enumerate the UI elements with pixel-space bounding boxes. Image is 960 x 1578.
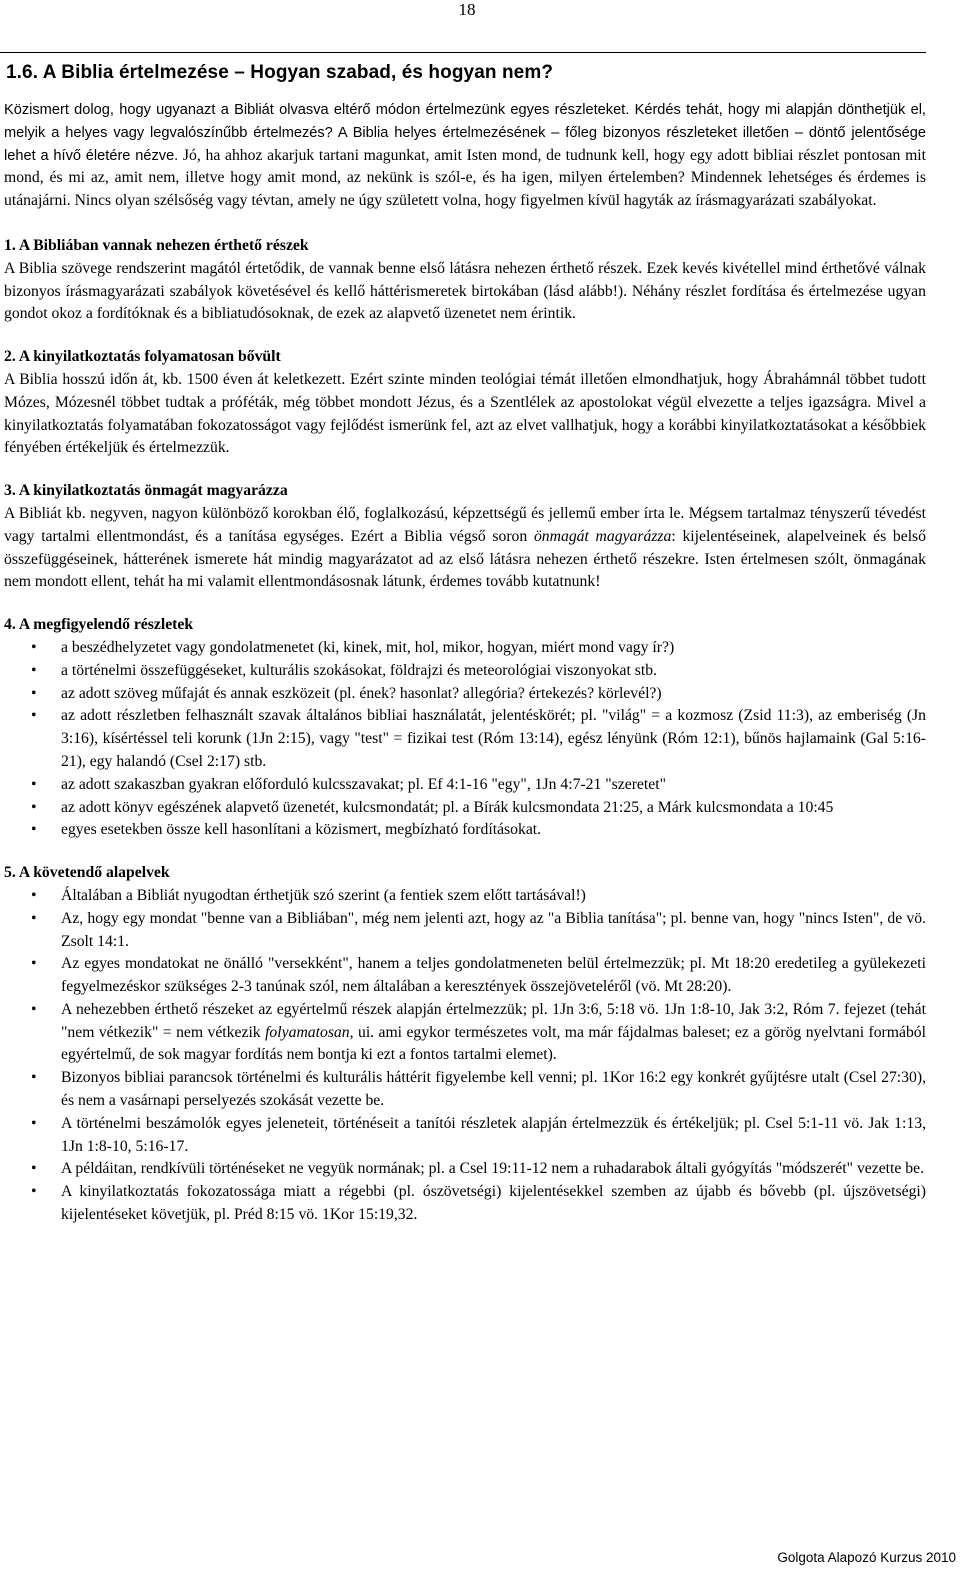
page-title: 1.6. A Biblia értelmezése – Hogyan szabad, és hogyan nem?	[6, 62, 554, 83]
list-item	[4, 999, 926, 1067]
intro-text-serif: Jó, ha ahhoz akarjuk tartani magunkat, amit Isten mond, de tudnunk kell, hogy egy adott bibliai részlet pontosan mit mond, és mi az, amit nem, illetve hogy amit mond, az nekünk is szól-e, és ha igen, milyen értelemben? Mindennek lehetséges és érdemes is utánajárni. Nincs olyan szélsőség vagy tévtan, amely ne úgy született volna, hogy figyelmen kívül hagyták az írásmagyarázati szabályokat.	[4, 146, 926, 210]
document-body	[4, 99, 926, 1247]
title-divider	[0, 52, 926, 53]
section-3	[4, 480, 926, 594]
section-4	[4, 614, 926, 842]
list-item: • a történelmi összefüggéseket, kulturális szokásokat, földrajzi és meteorológiai viszonyokat stb.	[4, 660, 926, 683]
emphasized-word: folyamatosan	[265, 1023, 350, 1041]
section-heading: 4. A megfigyelendő részletek	[4, 616, 194, 634]
page-number: 18	[458, 0, 476, 19]
section-heading: 1. A Bibliában vannak nehezen érthető részek	[4, 236, 309, 254]
list-item: • az adott könyv egészének alapvető üzenetét, kulcsmondatát; pl. a Bírák kulcsmondata 21:25, a Márk kulcsmondata a 10:45	[4, 797, 926, 820]
section-5	[4, 862, 926, 1227]
bullet-list	[4, 885, 926, 1227]
list-item: • Az, hogy egy mondat "benne van a Bibliában", még nem jelenti azt, hogy az "a Biblia tanítása"; pl. benne van, hogy "nincs Isten", de vö. Zsolt 14:1.	[4, 908, 926, 954]
bullet-list	[4, 637, 926, 842]
list-item-text: , ui. ami egykor természetes volt, ma már fájdalmas baleset; ez a görög nyelvtani formából egyértelmű, de sok magyar fordítás nem bontja ki ezt a fontos tartalmi elemet).	[61, 1023, 926, 1064]
section-2	[4, 346, 926, 460]
list-item: • a beszédhelyzetet vagy gondolatmenetet (ki, kinek, mit, hol, mikor, hogyan, miért mond vagy ír?)	[4, 637, 926, 660]
list-item: • az adott szöveg műfaját és annak eszközeit (pl. ének? hasonlat? allegória? értekezés? körlevél?)	[4, 683, 926, 706]
section-heading: 5. A követendő alapelvek	[4, 864, 170, 882]
list-item: • Általában a Bibliát nyugodtan érthetjük szó szerint (a fentiek szem előtt tartásával!)	[4, 885, 926, 908]
list-item: • egyes esetekben össze kell hasonlítani a közismert, megbízható fordításokat.	[4, 819, 926, 842]
section-text: A Biblia hosszú időn át, kb. 1500 éven át keletkezett. Ezért szinte minden teológiai témát illetően elmondhatjuk, hogy Ábrahámnál többet tudott Mózes, Mózesnél többet tudtak a próféták, még többet mondott Jézus, és a Szentlélek az apostolokat végül elvezette a teljes igazságra. Mivel a kinyilatkoztatás folyamatában fokozatosságot vagy fejlődést ismerünk fel, azt az elvet vallhatjuk, hogy a korábbi kinyilatkoztatásokat a későbbiek fényében értékeljük és értelmezzük.	[4, 370, 926, 457]
list-item: • A kinyilatkoztatás fokozatossága miatt a régebbi (pl. ószövetségi) kijelentésekkel szemben az újabb és bővebb (pl. újszövetségi) kijelentéseket követjük, pl. Préd 8:15 vö. 1Kor 15:19,32.	[4, 1181, 926, 1227]
list-item: • az adott részletben felhasznált szavak általános bibliai használatát, jelentéskörét; pl. "világ" = a kozmosz (Zsid 11:3), az emberiség (Jn 3:16), kísértéssel teli korunk (1Jn 2:15), vagy "test" = fizikai test (Róm 13:14), egész lényünk (Róm 12:1), bűnös hajlamaink (Gal 5:16-21), egy halandó (Csel 2:17) stb.	[4, 705, 926, 773]
list-item: • A történelmi beszámolók egyes jeleneteit, történéseit a tanítói részletek alapján értelmezzük és értékeljük; pl. Csel 5:1-11 vö. Jak 1:13, 1Jn 1:8-10, 5:16-17.	[4, 1113, 926, 1159]
footer-text: Golgota Alapozó Kurzus 2010	[777, 1550, 956, 1565]
section-text-part: A Bibliát kb. negyven, nagyon különböző korokban élő, foglalkozású, képzettségű és jellemű ember írta le. Mégsem tartalmaz tényszerű tévedést vagy tartalmi ellentmondást, és a tanítása egységes. Ezért a Biblia végső soron	[4, 504, 926, 545]
section-heading: 3. A kinyilatkoztatás önmagát magyarázza	[4, 482, 288, 500]
emphasized-phrase: önmagát magyarázza	[533, 527, 672, 545]
list-item: • Bizonyos bibliai parancsok történelmi és kulturális háttérit figyelembe kell venni; pl. 1Kor 16:2 egy konkrét gyűjtésre utalt (Csel 27:30), és nem a vasárnapi perselyezés szokását vezette be.	[4, 1067, 926, 1113]
section-text	[4, 503, 926, 594]
section-1	[4, 235, 926, 326]
section-text-part: : kijelentéseinek, alapelveinek és belső összefüggéseinek, hátterének ismerete hát mindig magyarázatot ad az első látásra nehezen érthető részekre. Isten értelmesen szólt, önmagának nem mondott ellent, tehát ha mi valamit ellentmondásosnak látunk, érdemes tovább kutatnunk!	[4, 527, 926, 591]
section-text: A Biblia szövege rendszerint magától értetődik, de vannak benne első látásra nehezen érthető részek. Ezek kevés kivétellel mind érthetővé válnak bizonyos írásmagyarázati szabályok követésével és kellő háttérismeretek birtokában (lásd alább!). Néhány részlet fordítása és értelmezése ugyan gondot okoz a fordítóknak és a bibliatudósoknak, de ezek az alapvető üzenetet nem érintik.	[4, 259, 926, 323]
section-heading: 2. A kinyilatkoztatás folyamatosan bővült	[4, 348, 281, 366]
list-item-text: A nehezebben érthető részeket az egyértelmű részek alapján értelmezzük; pl. 1Jn 3:6, 5:18 vö. 1Jn 1:8-10, Jak 3:2, Róm 7. fejezet (tehát "nem vétkezik" = nem vétkezik	[61, 1000, 926, 1041]
list-item: • Az egyes mondatokat ne önálló "versekként", hanem a teljes gondolatmeneten belül értelmezzük; pl. Mt 18:20 eredetileg a gyülekezeti fegyelmezéskor szükséges 2-3 tanúnak szól, nem általában a keresztények összejöveteléről (vö. Mt 28:20).	[4, 953, 926, 999]
intro-paragraph	[4, 99, 926, 213]
list-item: • az adott szakaszban gyakran előforduló kulcsszavakat; pl. Ef 4:1-16 "egy", 1Jn 4:7-21 "szeretet"	[4, 774, 926, 797]
intro-text-sans: Közismert dolog, hogy ugyanazt a Bibliát olvasva eltérő módon értelmezünk egyes részleteket. Kérdés tehát, hogy mi alapján dönthetjük el, melyik a helyes vagy legvalószínűbb értelmezés? A Biblia helyes értelmezésének – főleg bizonyos részleteket illetően – döntő jelentősége lehet a hívő életére nézve.	[4, 102, 926, 164]
list-item: • A példáitan, rendkívüli történéseket ne vegyük normának; pl. a Csel 19:11-12 nem a ruhadarabok általi gyógyítás "módszerét" vezette be.	[4, 1158, 926, 1181]
